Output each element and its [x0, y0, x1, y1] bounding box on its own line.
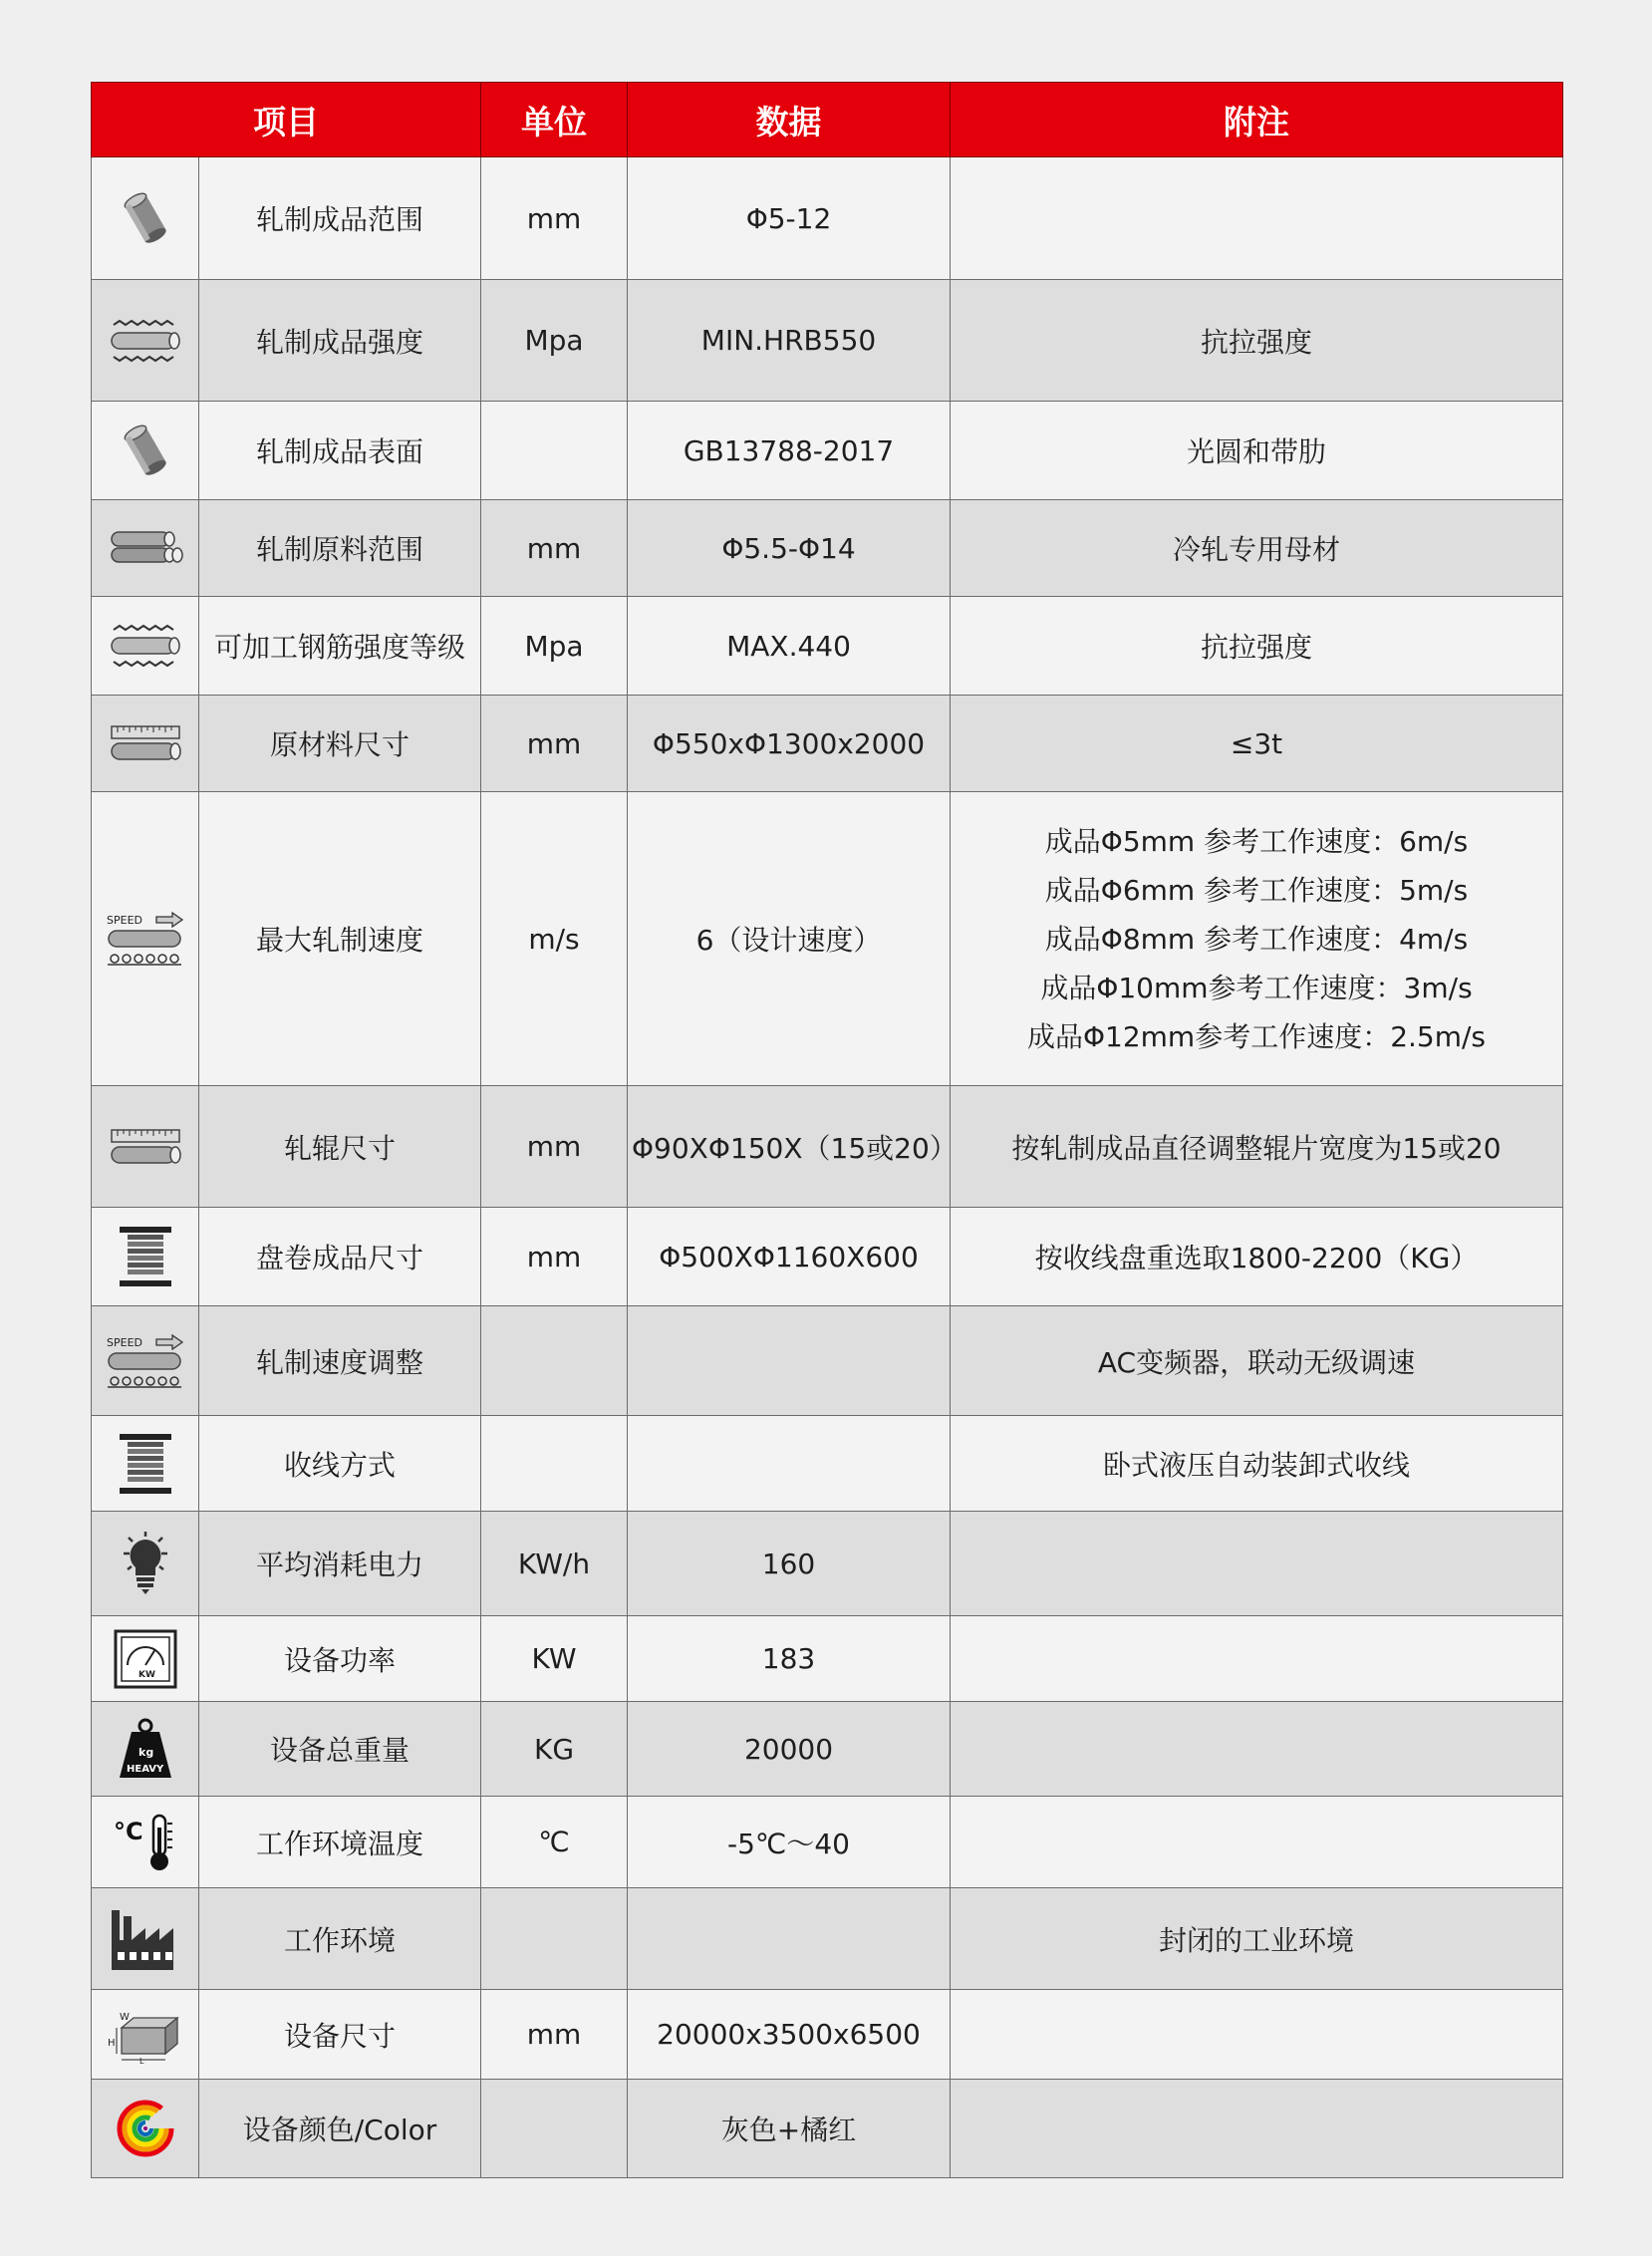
table-row	[92, 1616, 1563, 1702]
note-cell	[951, 2080, 1563, 2178]
item-cell: 收线方式	[199, 1416, 481, 1512]
unit-cell: mm	[481, 1208, 628, 1306]
item-cell: 最大轧制速度	[199, 792, 481, 1086]
note-cell	[951, 1702, 1563, 1797]
note-cell: 抗拉强度	[951, 280, 1563, 402]
coil-spool-icon	[116, 1225, 175, 1288]
thermometer-icon	[114, 1812, 177, 1873]
note-cell: 冷轧专用母材	[951, 500, 1563, 597]
note-cell	[951, 157, 1563, 280]
unit-cell: mm	[481, 1990, 628, 2080]
speed-icon-text: SPEED	[106, 1335, 142, 1349]
table-row	[92, 1888, 1563, 1990]
spec-table	[91, 82, 1563, 2178]
item-cell: 设备功率	[199, 1616, 481, 1702]
speed-note-line: 成品Φ5mm 参考工作速度：6m/s	[1044, 824, 1469, 858]
data-cell: 183	[628, 1616, 951, 1702]
item-cell: 工作环境	[199, 1888, 481, 1990]
heavy-icon-text: HEAVY	[126, 1764, 163, 1775]
data-cell: Φ90XΦ150X（15或20）	[628, 1086, 951, 1208]
data-cell: MIN.HRB550	[628, 280, 951, 402]
table-row	[92, 1990, 1563, 2080]
speed-conveyor-icon	[105, 911, 186, 967]
data-cell: GB13788-2017	[628, 402, 951, 500]
speed-icon-text: SPEED	[106, 914, 142, 927]
item-cell: 设备总重量	[199, 1702, 481, 1797]
note-cell: 抗拉强度	[951, 597, 1563, 696]
data-cell: 6（设计速度）	[628, 792, 951, 1086]
unit-cell: mm	[481, 696, 628, 792]
header-note: 附注	[951, 83, 1563, 157]
data-cell: Φ500XΦ1160X600	[628, 1208, 951, 1306]
weight-icon	[118, 1718, 173, 1780]
note-cell: 封闭的工业环境	[951, 1888, 1563, 1990]
unit-cell	[481, 2080, 628, 2178]
note-cell: 按收线盘重选取1800-2200（KG）	[951, 1208, 1563, 1306]
data-cell: -5℃～40	[628, 1797, 951, 1888]
table-row	[92, 1086, 1563, 1208]
item-cell: 平均消耗电力	[199, 1512, 481, 1616]
item-cell: 轧制成品表面	[199, 402, 481, 500]
l-icon-text: L	[138, 2056, 143, 2064]
kg-icon-text: kg	[138, 1746, 153, 1759]
speed-conveyor-icon	[105, 1333, 186, 1389]
table-row	[92, 1416, 1563, 1512]
ruler-bar-icon	[108, 1127, 183, 1167]
item-cell: 原材料尺寸	[199, 696, 481, 792]
table-row	[92, 2080, 1563, 2178]
bar-stack-icon	[108, 528, 183, 568]
factory-icon	[110, 1906, 181, 1972]
speed-note-line: 成品Φ12mm参考工作速度：2.5m/s	[1026, 1019, 1487, 1053]
unit-cell: mm	[481, 500, 628, 597]
item-cell: 轧辊尺寸	[199, 1086, 481, 1208]
w-icon-text: W	[119, 2011, 130, 2023]
item-cell: 轧制速度调整	[199, 1306, 481, 1416]
unit-cell: m/s	[481, 792, 628, 1086]
table-row	[92, 402, 1563, 500]
unit-cell: KG	[481, 1702, 628, 1797]
rebar-strength-icon	[108, 624, 183, 668]
item-cell: 可加工钢筋强度等级	[199, 597, 481, 696]
item-cell: 轧制原料范围	[199, 500, 481, 597]
item-cell: 轧制成品范围	[199, 157, 481, 280]
dimension-box-icon	[108, 2006, 183, 2064]
data-cell: Φ550xΦ1300x2000	[628, 696, 951, 792]
unit-cell: Mpa	[481, 280, 628, 402]
data-cell: Φ5.5-Φ14	[628, 500, 951, 597]
note-cell: 光圆和带肋	[951, 402, 1563, 500]
table-row	[92, 696, 1563, 792]
color-ring-icon	[115, 2098, 176, 2159]
data-cell: 160	[628, 1512, 951, 1616]
header-data: 数据	[628, 83, 951, 157]
cylinder-icon	[114, 186, 177, 250]
power-meter-icon	[114, 1629, 177, 1689]
table-row	[92, 157, 1563, 280]
cylinder-icon	[114, 419, 177, 482]
coil-spool-icon	[116, 1432, 175, 1496]
speed-note-line: 成品Φ6mm 参考工作速度：5m/s	[1044, 873, 1469, 907]
item-cell: 设备尺寸	[199, 1990, 481, 2080]
table-row	[92, 500, 1563, 597]
kw-icon-text: KW	[138, 1669, 155, 1680]
lightbulb-icon	[116, 1532, 175, 1595]
note-cell	[951, 1616, 1563, 1702]
table-row	[92, 1702, 1563, 1797]
table-row	[92, 1208, 1563, 1306]
note-cell	[951, 1797, 1563, 1888]
unit-cell: KW/h	[481, 1512, 628, 1616]
note-cell: 卧式液压自动装卸式收线	[951, 1416, 1563, 1512]
unit-cell: Mpa	[481, 597, 628, 696]
celsius-icon-text: °C	[113, 1817, 143, 1845]
header-row	[92, 83, 1563, 157]
note-cell: AC变频器，联动无级调速	[951, 1306, 1563, 1416]
data-cell	[628, 1306, 951, 1416]
note-cell	[951, 1512, 1563, 1616]
unit-cell	[481, 1888, 628, 1990]
speed-note-line: 成品Φ8mm 参考工作速度：4m/s	[1044, 922, 1469, 956]
table-row	[92, 597, 1563, 696]
unit-cell	[481, 402, 628, 500]
unit-cell: KW	[481, 1616, 628, 1702]
header-item: 项目	[92, 83, 481, 157]
note-cell	[951, 792, 1563, 1086]
unit-cell	[481, 1306, 628, 1416]
ruler-bar-icon	[108, 723, 183, 763]
h-icon-text: H	[107, 2037, 116, 2049]
table-row	[92, 280, 1563, 402]
unit-cell: ℃	[481, 1797, 628, 1888]
item-cell: 工作环境温度	[199, 1797, 481, 1888]
note-cell	[951, 1990, 1563, 2080]
table-row	[92, 1306, 1563, 1416]
data-cell: 20000	[628, 1702, 951, 1797]
header-unit: 单位	[481, 83, 628, 157]
data-cell	[628, 1416, 951, 1512]
item-cell: 盘卷成品尺寸	[199, 1208, 481, 1306]
unit-cell	[481, 1416, 628, 1512]
table-row	[92, 1512, 1563, 1616]
item-cell: 轧制成品强度	[199, 280, 481, 402]
data-cell: 灰色+橘红	[628, 2080, 951, 2178]
item-cell: 设备颜色/Color	[199, 2080, 481, 2178]
table-row	[92, 1797, 1563, 1888]
data-cell	[628, 1888, 951, 1990]
table-row	[92, 792, 1563, 1086]
rebar-strength-icon	[108, 319, 183, 363]
data-cell: Φ5-12	[628, 157, 951, 280]
note-cell: ≤3t	[951, 696, 1563, 792]
data-cell: 20000x3500x6500	[628, 1990, 951, 2080]
speed-note-line: 成品Φ10mm参考工作速度：3m/s	[1040, 971, 1473, 1004]
unit-cell: mm	[481, 1086, 628, 1208]
unit-cell: mm	[481, 157, 628, 280]
note-cell: 按轧制成品直径调整辊片宽度为15或20	[951, 1086, 1563, 1208]
data-cell: MAX.440	[628, 597, 951, 696]
